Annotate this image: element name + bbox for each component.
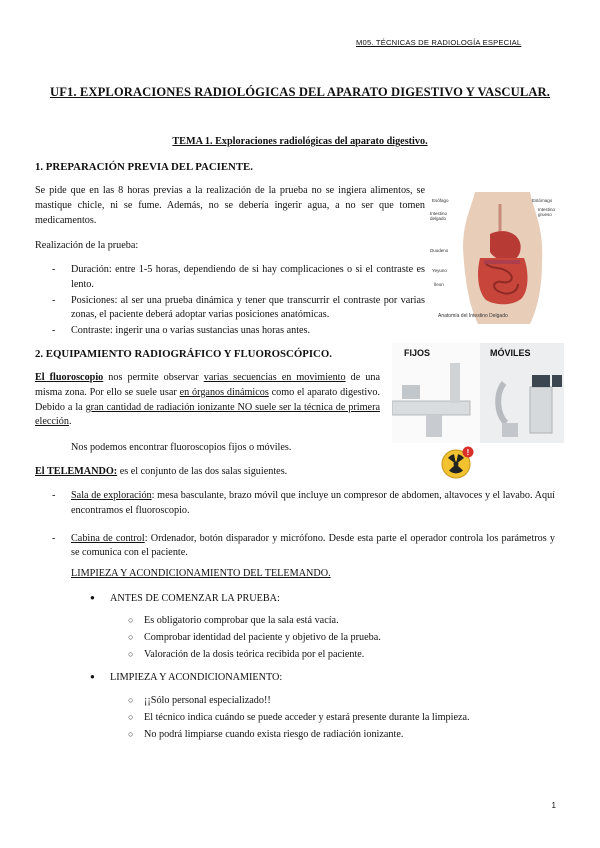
figure-label: Intestino delgado (430, 211, 448, 221)
radiation-warning-icon (441, 446, 475, 480)
list-item: ○ No podrá limpiarse cuando exista riesgo de radiación ionizante. (128, 728, 548, 743)
telemando-paragraph: El TELEMANDO: es el conjunto de las dos salas siguientes. (35, 466, 288, 477)
list-item: ○ El técnico indica cuándo se puede acceder y estará presente durante la limpieza. (128, 711, 548, 726)
before-test-list (90, 592, 280, 607)
figure-label: Estómago (532, 198, 553, 203)
mobile-label: MÓVILES (490, 348, 531, 358)
fluoroscope-types: Nos podemos encontrar fluoroscopios fijos o móviles. (71, 442, 292, 453)
tema-title: TEMA 1. Exploraciones radiológicas del aparato digestivo. (172, 136, 428, 147)
figure-label: Intestino grueso (538, 207, 556, 217)
cleaning-list (90, 671, 282, 686)
before-test-title: ● ANTES DE COMENZAR LA PRUEBA: (90, 592, 280, 607)
digestive-anatomy-figure (430, 192, 565, 324)
list-item: - Contraste: ingerir una o varias sustancias unas horas antes. (35, 324, 425, 339)
list-item: ○ Valoración de la dosis teórica recibida por el paciente. (128, 648, 548, 663)
telemando-term: El TELEMANDO: (35, 466, 118, 477)
list-item: - Cabina de control: Ordenador, botón disparador y micrófono. Desde esta parte el operador controla los parámetros y se comunica con el paciente. (35, 532, 555, 562)
section1-subheading: Realización de la prueba: (35, 240, 139, 251)
telemando-rooms-list (35, 489, 555, 562)
prueba-list (35, 263, 425, 340)
figure-label: Yeyuno (432, 268, 447, 273)
figure-label: Duodeno (430, 248, 449, 253)
fluoroscope-images (392, 343, 564, 443)
figure-caption: Anatomía del Intestino Delgado (438, 313, 508, 319)
list-item: - Posiciones: al ser una prueba dinámica y tener que transcurrir el contraste por varias zonas, el paciente deberá adoptar varias posiciones anatómicas. (35, 294, 425, 324)
cleaning-subtitle: ● LIMPIEZA Y ACONDICIONAMIENTO: (90, 671, 282, 686)
list-item: ○ Comprobar identidad del paciente y objetivo de la prueba. (128, 631, 548, 646)
section1-intro: Se pide que en las 8 horas previas a la realización de la prueba no se ingiera alimentos, se mastique chicle, ni se fume. Además, no se debería ingerir agua, a no ser que tomen medicamentos. (35, 185, 425, 226)
fluoroscope-paragraph: El fluoroscopio nos permite observar varias secuencias en movimiento de una misma zona. Por ello se suele usar en órganos dinámicos como el aparato digestivo. Debido a la gran cantidad de radiación ionizante NO suele ser la técnica de primera elección. (35, 372, 381, 428)
section1-heading: 1. PREPARACIÓN PREVIA DEL PACIENTE. (35, 161, 253, 173)
list-item: ○ Es obligatorio comprobar que la sala está vacía. (128, 614, 548, 629)
fluoroscope-term: El fluoroscopio (35, 372, 104, 383)
page-header: M05. TÉCNICAS DE RADIOLOGÍA ESPECIAL (356, 38, 522, 47)
list-item: - Sala de exploración: mesa basculante, brazo móvil que incluye un compresor de abdomen, altavoces y el lavabo. Aquí encontramos el fluoroscopio. (35, 489, 555, 519)
before-test-items (128, 614, 548, 666)
list-item: ○ ¡¡Sólo personal especializado!! (128, 694, 548, 709)
svg-text:!: ! (466, 448, 470, 457)
figure-label: Esófago (432, 198, 449, 203)
list-item: - Duración: entre 1-5 horas, dependiendo de si hay complicaciones o si el contraste es lento. (35, 263, 425, 293)
fixed-label: FIJOS (404, 348, 431, 358)
cleaning-items (128, 694, 548, 746)
cleaning-title: LIMPIEZA Y ACONDICIONAMIENTO DEL TELEMANDO. (71, 568, 331, 579)
page-number: 1 (551, 801, 556, 810)
unit-title: UF1. EXPLORACIONES RADIOLÓGICAS DEL APARATO DIGESTIVO Y VASCULAR. (50, 85, 550, 99)
section2-heading: 2. EQUIPAMIENTO RADIOGRÁFICO Y FLUOROSCÓPICO. (35, 348, 332, 360)
figure-label: Íleon (434, 282, 444, 287)
